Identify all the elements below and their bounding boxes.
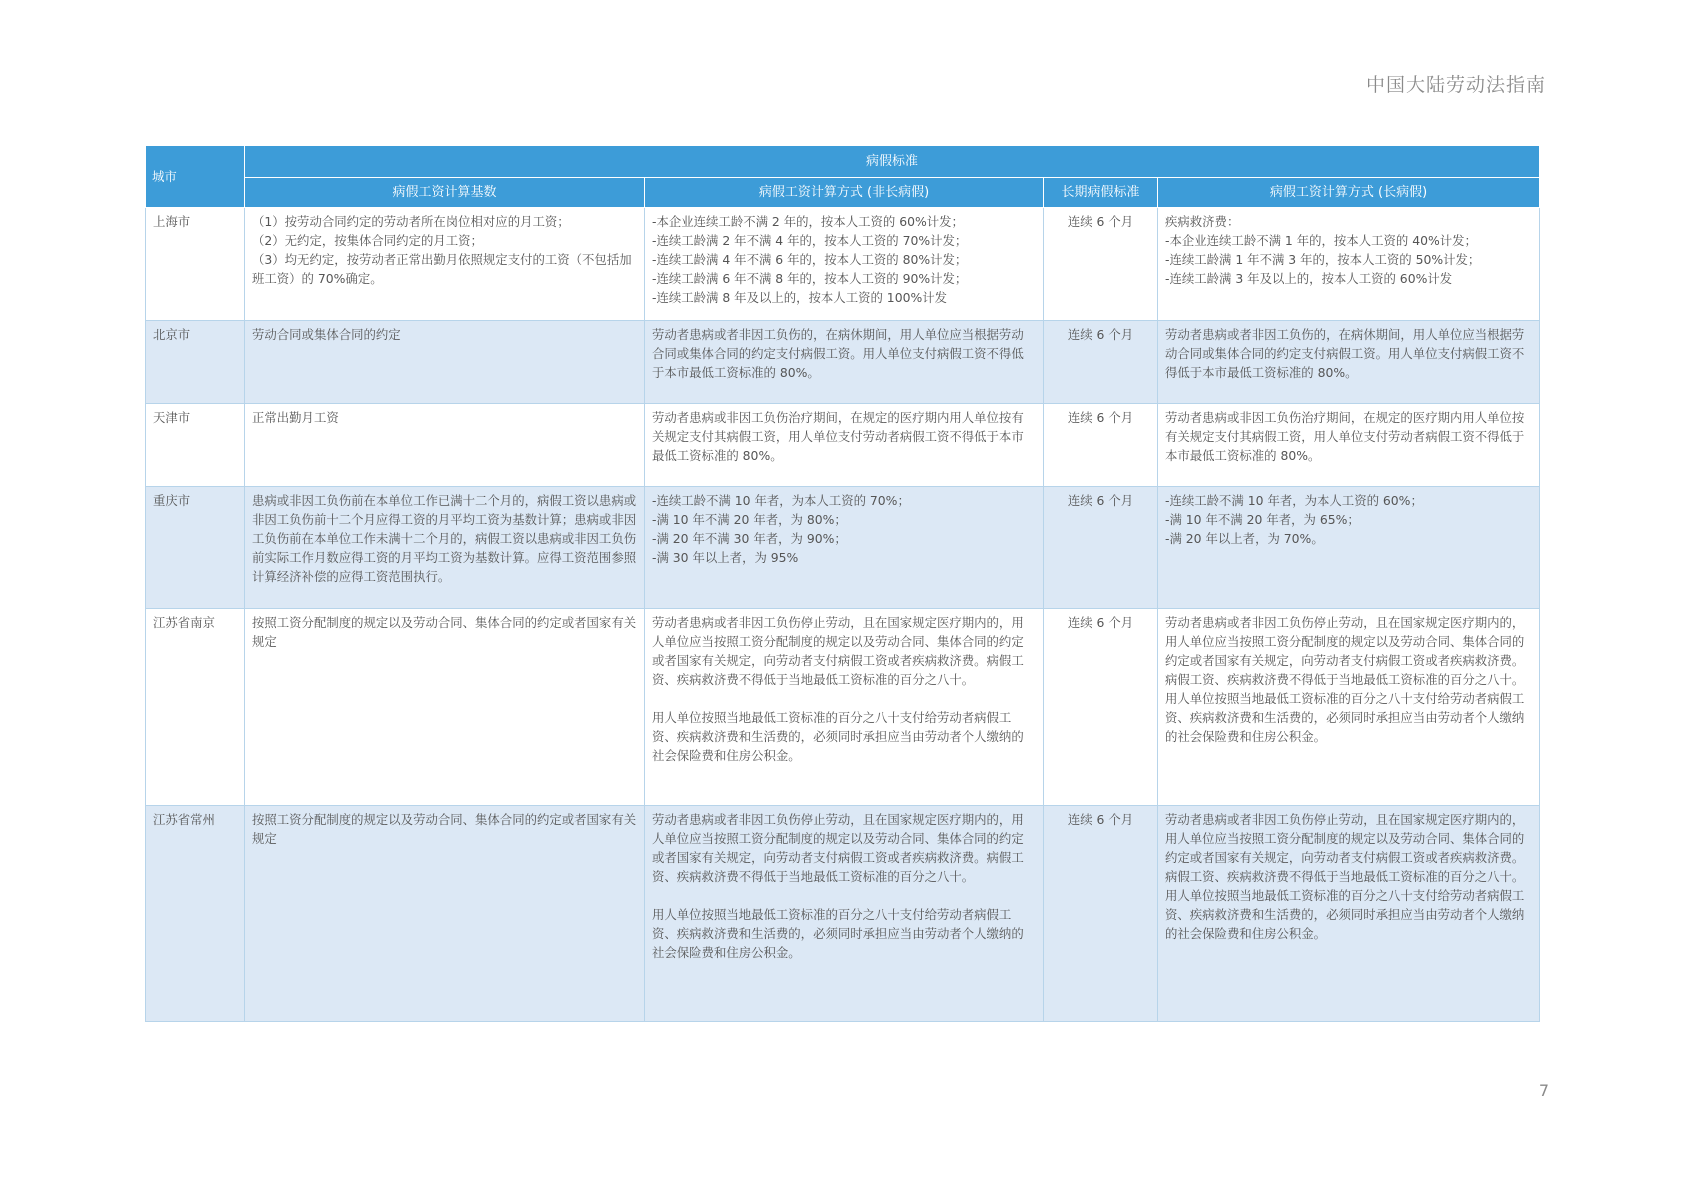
- long-term-cell: -连续工龄不满 10 年者，为本人工资的 60%； -满 10 年不满 20 年者，为 65%； -满 20 年以上者，为 70%。: [1158, 487, 1540, 609]
- short-term-cell: -连续工龄不满 10 年者，为本人工资的 70%； -满 10 年不满 20 年者，为 80%； -满 20 年不满 30 年者，为 90%； -满 30 年以上者，为 95%: [645, 487, 1044, 609]
- base-cell: 劳动合同或集体合同的约定: [245, 321, 645, 404]
- document-title: 中国大陆劳动法指南: [1365, 74, 1546, 96]
- city-cell: 江苏省常州: [146, 806, 245, 1022]
- city-column-header: 城市: [146, 146, 245, 208]
- table-row: [146, 404, 1540, 487]
- table-row: [146, 321, 1540, 404]
- long-term-cell: 劳动者患病或者非因工负伤停止劳动，且在国家规定医疗期内的，用人单位应当按照工资分配制度的规定以及劳动合同、集体合同的约定或者国家有关规定，向劳动者支付病假工资或者疾病救济费。病假工资、疾病救济费不得低于当地最低工资标准的百分之八十。 用人单位按照当地最低工资标准的百分之八十支付给劳动者病假工资、疾病救济费和生活费的，必须同时承担应当由劳动者个人缴纳的社会保险费和住房公积金。: [1158, 609, 1540, 806]
- short-term-cell: 劳动者患病或者非因工负伤停止劳动，且在国家规定医疗期内的，用人单位应当按照工资分配制度的规定以及劳动合同、集体合同的约定或者国家有关规定，向劳动者支付病假工资或者疾病救济费。病假工资、疾病救济费不得低于当地最低工资标准的百分之八十。 用人单位按照当地最低工资标准的百分之八十支付给劳动者病假工资、疾病救济费和生活费的，必须同时承担应当由劳动者个人缴纳的社会保险费和住房公积金。: [645, 806, 1044, 1022]
- long-term-cell: 劳动者患病或者非因工负伤停止劳动，且在国家规定医疗期内的，用人单位应当按照工资分配制度的规定以及劳动合同、集体合同的约定或者国家有关规定，向劳动者支付病假工资或者疾病救济费。病假工资、疾病救济费不得低于当地最低工资标准的百分之八十。 用人单位按照当地最低工资标准的百分之八十支付给劳动者病假工资、疾病救济费和生活费的，必须同时承担应当由劳动者个人缴纳的社会保险费和住房公积金。: [1158, 806, 1540, 1022]
- base-column-header: 病假工资计算基数: [245, 178, 645, 208]
- long-term-standard-header: 长期病假标准: [1044, 178, 1158, 208]
- sick-leave-standard-header: 病假标准: [245, 146, 1540, 178]
- base-cell: 按照工资分配制度的规定以及劳动合同、集体合同的约定或者国家有关规定: [245, 806, 645, 1022]
- long-term-method-header: 病假工资计算方式 (长病假): [1158, 178, 1540, 208]
- base-cell: 正常出勤月工资: [245, 404, 645, 487]
- long-term-standard-cell: 连续 6 个月: [1044, 609, 1158, 806]
- base-cell: （1）按劳动合同约定的劳动者所在岗位相对应的月工资； （2）无约定，按集体合同约定的月工资； （3）均无约定，按劳动者正常出勤月依照规定支付的工资（不包括加班工资）的 70%确定。: [245, 208, 645, 321]
- city-cell: 天津市: [146, 404, 245, 487]
- short-term-cell: -本企业连续工龄不满 2 年的，按本人工资的 60%计发； -连续工龄满 2 年不满 4 年的，按本人工资的 70%计发； -连续工龄满 4 年不满 6 年的，按本人工资的 80%计发； -连续工龄满 6 年不满 8 年的，按本人工资的 90%计发； -连续工龄满 8 年及以上的，按本人工资的 100%计发: [645, 208, 1044, 321]
- sick-leave-table: [145, 145, 1540, 1022]
- table-row: [146, 806, 1540, 1022]
- short-term-cell: 劳动者患病或非因工负伤治疗期间，在规定的医疗期内用人单位按有关规定支付其病假工资，用人单位支付劳动者病假工资不得低于本市最低工资标准的 80%。: [645, 404, 1044, 487]
- long-term-cell: 疾病救济费： -本企业连续工龄不满 1 年的，按本人工资的 40%计发； -连续工龄满 1 年不满 3 年的，按本人工资的 50%计发； -连续工龄满 3 年及以上的，按本人工资的 60%计发: [1158, 208, 1540, 321]
- long-term-cell: 劳动者患病或非因工负伤治疗期间，在规定的医疗期内用人单位按有关规定支付其病假工资，用人单位支付劳动者病假工资不得低于本市最低工资标准的 80%。: [1158, 404, 1540, 487]
- page-number: 7: [1538, 1081, 1549, 1100]
- base-cell: 患病或非因工负伤前在本单位工作已满十二个月的，病假工资以患病或非因工负伤前十二个月应得工资的月平均工资为基数计算；患病或非因工负伤前在本单位工作未满十二个月的，病假工资以患病或非因工负伤前实际工作月数应得工资的月平均工资为基数计算。应得工资范围参照计算经济补偿的应得工资范围执行。: [245, 487, 645, 609]
- table-row: [146, 208, 1540, 321]
- base-cell: 按照工资分配制度的规定以及劳动合同、集体合同的约定或者国家有关规定: [245, 609, 645, 806]
- long-term-standard-cell: 连续 6 个月: [1044, 806, 1158, 1022]
- long-term-standard-cell: 连续 6 个月: [1044, 321, 1158, 404]
- table-row: [146, 609, 1540, 806]
- short-term-cell: 劳动者患病或者非因工负伤停止劳动，且在国家规定医疗期内的，用人单位应当按照工资分配制度的规定以及劳动合同、集体合同的约定或者国家有关规定，向劳动者支付病假工资或者疾病救济费。病假工资、疾病救济费不得低于当地最低工资标准的百分之八十。 用人单位按照当地最低工资标准的百分之八十支付给劳动者病假工资、疾病救济费和生活费的，必须同时承担应当由劳动者个人缴纳的社会保险费和住房公积金。: [645, 609, 1044, 806]
- long-term-standard-cell: 连续 6 个月: [1044, 487, 1158, 609]
- long-term-standard-cell: 连续 6 个月: [1044, 404, 1158, 487]
- city-cell: 上海市: [146, 208, 245, 321]
- table-row: [146, 487, 1540, 609]
- city-cell: 江苏省南京: [146, 609, 245, 806]
- city-cell: 重庆市: [146, 487, 245, 609]
- short-term-cell: 劳动者患病或者非因工负伤的，在病休期间，用人单位应当根据劳动合同或集体合同的约定支付病假工资。用人单位支付病假工资不得低于本市最低工资标准的 80%。: [645, 321, 1044, 404]
- city-cell: 北京市: [146, 321, 245, 404]
- short-term-method-header: 病假工资计算方式 (非长病假): [645, 178, 1044, 208]
- long-term-cell: 劳动者患病或者非因工负伤的，在病休期间，用人单位应当根据劳动合同或集体合同的约定支付病假工资。用人单位支付病假工资不得低于本市最低工资标准的 80%。: [1158, 321, 1540, 404]
- long-term-standard-cell: 连续 6 个月: [1044, 208, 1158, 321]
